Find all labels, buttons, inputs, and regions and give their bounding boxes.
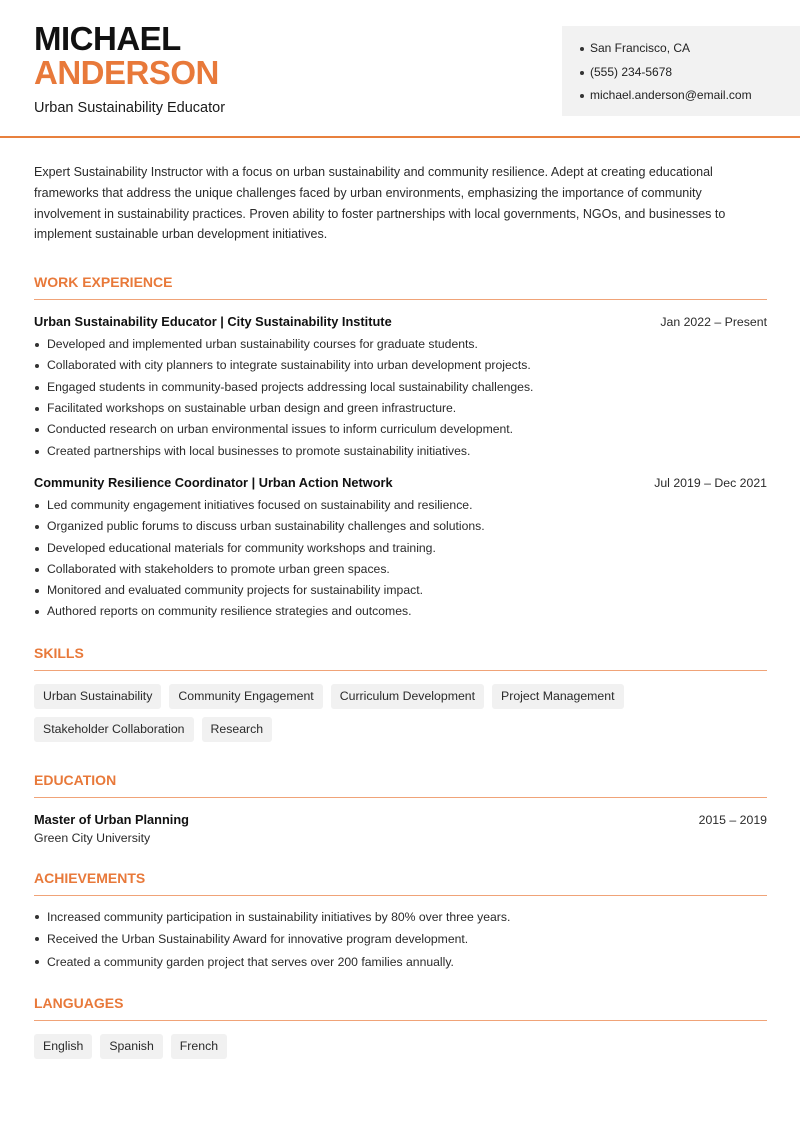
candidate-name bbox=[34, 22, 219, 90]
school-name: Green City University bbox=[34, 830, 151, 845]
language-chip: English bbox=[34, 1034, 92, 1059]
skill-chip: Urban Sustainability bbox=[34, 684, 161, 709]
list-item: Monitored and evaluated community projects for sustainability impact. bbox=[34, 580, 767, 601]
list-item: Authored reports on community resilience strategies and outcomes. bbox=[34, 601, 767, 622]
list-item: Increased community participation in sustainability initiatives by 80% over three years. bbox=[34, 906, 767, 929]
list-item: Conducted research on urban environmental issues to inform curriculum development. bbox=[34, 419, 767, 440]
education-section bbox=[34, 772, 767, 845]
section-title-achievements: ACHIEVEMENTS bbox=[34, 870, 767, 896]
job-title-subtitle: Urban Sustainability Educator bbox=[34, 100, 226, 116]
list-item: Developed educational materials for community workshops and training. bbox=[34, 538, 767, 559]
languages-list bbox=[34, 1034, 767, 1059]
job-dates: Jan 2022 – Present bbox=[660, 315, 767, 330]
contact-box bbox=[562, 26, 800, 116]
job-bullets bbox=[34, 495, 767, 623]
job-title: Community Resilience Coordinator | Urban Action Network bbox=[34, 474, 393, 490]
list-item: Led community engagement initiatives focused on sustainability and resilience. bbox=[34, 495, 767, 516]
skill-chip: Project Management bbox=[492, 684, 623, 709]
job-title: Urban Sustainability Educator | City Sustainability Institute bbox=[34, 314, 392, 330]
achievements-list bbox=[34, 906, 767, 974]
first-name: MICHAEL bbox=[34, 20, 181, 57]
work-experience-section bbox=[34, 274, 767, 623]
list-item: Received the Urban Sustainability Award for innovative program development. bbox=[34, 928, 767, 951]
list-item: Collaborated with city planners to integrate sustainability into urban development projects. bbox=[34, 355, 767, 376]
degree-title: Master of Urban Planning bbox=[34, 811, 189, 827]
language-chip: Spanish bbox=[100, 1034, 162, 1059]
skills-section bbox=[34, 645, 767, 742]
skill-chip: Curriculum Development bbox=[331, 684, 484, 709]
skills-list bbox=[34, 684, 767, 742]
skill-chip: Research bbox=[202, 717, 273, 742]
section-title-work: WORK EXPERIENCE bbox=[34, 274, 767, 300]
job-entry bbox=[34, 475, 767, 623]
list-item: Engaged students in community-based projects addressing local sustainability challenges. bbox=[34, 377, 767, 398]
section-title-skills: SKILLS bbox=[34, 645, 767, 671]
resume-body bbox=[34, 162, 767, 1059]
contact-phone: (555) 234-5678 bbox=[580, 61, 800, 85]
job-entry bbox=[34, 314, 767, 462]
section-title-languages: LANGUAGES bbox=[34, 995, 767, 1021]
last-name: ANDERSON bbox=[34, 54, 219, 91]
contact-email[interactable]: michael.anderson@email.com bbox=[580, 84, 800, 108]
education-dates: 2015 – 2019 bbox=[698, 812, 767, 827]
skill-chip: Community Engagement bbox=[169, 684, 322, 709]
achievements-section bbox=[34, 870, 767, 974]
list-item: Facilitated workshops on sustainable urban design and green infrastructure. bbox=[34, 398, 767, 419]
section-title-education: EDUCATION bbox=[34, 772, 767, 798]
skill-chip: Stakeholder Collaboration bbox=[34, 717, 194, 742]
languages-section bbox=[34, 995, 767, 1059]
list-item: Created partnerships with local businesses to promote sustainability initiatives. bbox=[34, 441, 767, 462]
summary-paragraph: Expert Sustainability Instructor with a focus on urban sustainability and community resilience. Adept at creating educational frameworks that address the unique challenges faced by urban environments, emphasizing the importance of community involvement in sustainability practices. Proven ability to foster partnerships with local governments, NGOs, and businesses to implement sustainable urban development initiatives. bbox=[34, 165, 726, 242]
job-dates: Jul 2019 – Dec 2021 bbox=[654, 475, 767, 490]
list-item: Created a community garden project that serves over 200 families annually. bbox=[34, 951, 767, 974]
resume-header bbox=[0, 0, 800, 138]
education-entry bbox=[34, 812, 767, 845]
list-item: Organized public forums to discuss urban sustainability challenges and solutions. bbox=[34, 516, 767, 537]
language-chip: French bbox=[171, 1034, 227, 1059]
list-item: Collaborated with stakeholders to promote urban green spaces. bbox=[34, 559, 767, 580]
job-bullets bbox=[34, 334, 767, 462]
list-item: Developed and implemented urban sustainability courses for graduate students. bbox=[34, 334, 767, 355]
contact-location: San Francisco, CA bbox=[580, 37, 800, 61]
